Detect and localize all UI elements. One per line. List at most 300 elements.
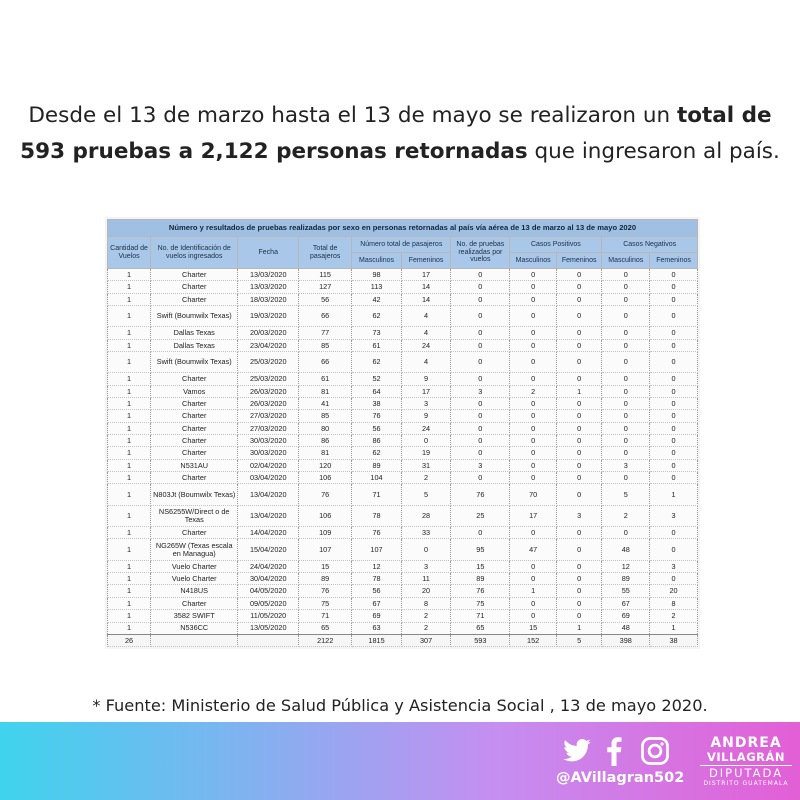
table-cell: 1 — [108, 269, 151, 281]
table-cell: 76 — [451, 585, 510, 597]
table-cell: 14 — [401, 281, 451, 293]
table-cell: 0 — [510, 560, 557, 572]
table-cell: 1 — [108, 585, 151, 597]
header-numero-total: Número total de pasajeros — [352, 237, 451, 253]
table-cell: 11/05/2020 — [238, 610, 299, 622]
table-cell: Swift (Boumwilx Texas) — [151, 352, 238, 373]
table-row — [108, 585, 698, 597]
table-cell: 1 — [108, 373, 151, 385]
social-handle[interactable]: @AVillagran502 — [556, 770, 685, 786]
table-cell: 0 — [556, 597, 601, 609]
table-cell: 67 — [602, 597, 650, 609]
table-row — [108, 410, 698, 422]
table-cell: 47 — [510, 539, 557, 560]
table-cell: 11 — [401, 573, 451, 585]
table-cell: 0 — [451, 410, 510, 422]
table-cell: Dallas Texas — [151, 339, 238, 351]
table-cell: 20/03/2020 — [238, 327, 299, 339]
table-cell: 56 — [352, 422, 402, 434]
totals-row — [108, 635, 698, 647]
header-masculinos: Masculinos — [510, 253, 557, 269]
table-cell: 2 — [401, 472, 451, 484]
headline-part1: Desde el 13 de marzo hasta el 13 de mayo se realizaron un — [28, 103, 677, 128]
table-cell: 8 — [650, 597, 698, 609]
table-cell: 24 — [401, 422, 451, 434]
facebook-icon[interactable] — [604, 736, 624, 766]
table-cell: 0 — [510, 281, 557, 293]
table-cell: 113 — [352, 281, 402, 293]
social-icons — [560, 736, 680, 770]
table-row — [108, 597, 698, 609]
header-masculinos: Masculinos — [352, 253, 402, 269]
table-cell: Charter — [151, 447, 238, 459]
table-cell: 0 — [556, 373, 601, 385]
header-masculinos: Masculinos — [602, 253, 650, 269]
table-cell: 61 — [299, 373, 352, 385]
results-table — [107, 219, 698, 647]
table-cell: 0 — [510, 472, 557, 484]
header-total: Total de pasajeros — [299, 237, 352, 269]
table-cell: 0 — [650, 385, 698, 397]
table-cell: 0 — [510, 597, 557, 609]
table-cell: 2 — [602, 505, 650, 526]
results-table-image — [105, 217, 700, 649]
table-cell: 0 — [510, 373, 557, 385]
table-cell: 26/03/2020 — [238, 398, 299, 410]
table-cell: 30/03/2020 — [238, 435, 299, 447]
header-cantidad: Cantidad de Vuelos — [108, 237, 151, 269]
table-cell: 25 — [451, 505, 510, 526]
table-cell: 0 — [451, 447, 510, 459]
table-cell: 8 — [401, 597, 451, 609]
table-cell: 0 — [451, 398, 510, 410]
table-cell: 0 — [556, 281, 601, 293]
table-cell: N803Jt (Boumwilx Texas) — [151, 484, 238, 505]
table-cell: 1 — [108, 410, 151, 422]
table-cell: 48 — [602, 539, 650, 560]
table-cell: 76 — [352, 527, 402, 539]
table-cell: 1 — [108, 339, 151, 351]
table-cell: Vuelo Charter — [151, 560, 238, 572]
table-cell: 14/04/2020 — [238, 527, 299, 539]
table-cell: 19/03/2020 — [238, 306, 299, 327]
brand-name-last: VILLAGRÁN — [706, 750, 786, 764]
table-row — [108, 560, 698, 572]
table-row — [108, 539, 698, 560]
table-cell: Charter — [151, 398, 238, 410]
table-cell: 0 — [650, 573, 698, 585]
header-negativos: Casos Negativos — [602, 237, 698, 253]
table-cell: 0 — [556, 539, 601, 560]
table-cell: 64 — [352, 385, 402, 397]
table-cell: 0 — [510, 339, 557, 351]
table-cell: 1 — [108, 352, 151, 373]
table-cell: 28 — [401, 505, 451, 526]
table-cell: 42 — [352, 293, 402, 305]
table-cell: 1 — [108, 484, 151, 505]
table-cell: Charter — [151, 281, 238, 293]
brand-district: DISTRITO GUATEMALA — [703, 780, 789, 787]
table-row — [108, 352, 698, 373]
table-cell: 98 — [352, 269, 402, 281]
table-cell: 1 — [108, 293, 151, 305]
table-cell: 20 — [401, 585, 451, 597]
brand-role: DIPUTADA — [700, 765, 792, 780]
table-cell: 13/04/2020 — [238, 505, 299, 526]
table-cell: 0 — [510, 573, 557, 585]
table-cell: 17 — [401, 385, 451, 397]
table-cell: 0 — [510, 306, 557, 327]
table-cell: 0 — [510, 410, 557, 422]
table-cell: 0 — [602, 410, 650, 422]
table-cell: 0 — [650, 327, 698, 339]
table-cell: N536CC — [151, 622, 238, 634]
table-cell: 0 — [451, 422, 510, 434]
table-cell: 12 — [602, 560, 650, 572]
table-cell: 1 — [108, 597, 151, 609]
table-cell: 0 — [556, 339, 601, 351]
table-cell: 71 — [352, 484, 402, 505]
table-row — [108, 306, 698, 327]
table-cell: 1 — [650, 622, 698, 634]
table-cell: 0 — [510, 447, 557, 459]
table-cell: 33 — [401, 527, 451, 539]
table-cell: 0 — [650, 293, 698, 305]
table-cell: 0 — [556, 352, 601, 373]
table-cell: 0 — [556, 527, 601, 539]
table-cell: 81 — [299, 385, 352, 397]
table-cell: 0 — [650, 435, 698, 447]
table-cell: 0 — [451, 281, 510, 293]
table-row — [108, 435, 698, 447]
table-cell: 89 — [299, 573, 352, 585]
table-row — [108, 505, 698, 526]
twitter-icon[interactable] — [560, 736, 594, 766]
table-cell: 09/05/2020 — [238, 597, 299, 609]
table-cell: 0 — [451, 352, 510, 373]
table-cell: 0 — [650, 352, 698, 373]
table-cell: 0 — [556, 435, 601, 447]
brand-name-first: ANDREA — [710, 735, 782, 751]
footer-banner — [0, 722, 800, 800]
table-cell: 89 — [451, 573, 510, 585]
table-cell: 15 — [510, 622, 557, 634]
table-row — [108, 622, 698, 634]
table-cell: 0 — [510, 422, 557, 434]
table-cell: 109 — [299, 527, 352, 539]
table-cell: Charter — [151, 472, 238, 484]
table-cell: 3 — [556, 505, 601, 526]
table-cell: 0 — [602, 293, 650, 305]
table-cell: 0 — [556, 585, 601, 597]
table-cell: 1 — [556, 622, 601, 634]
table-cell: 62 — [352, 306, 402, 327]
table-cell: 15/04/2020 — [238, 539, 299, 560]
table-cell: 30/03/2020 — [238, 447, 299, 459]
table-cell: 0 — [510, 459, 557, 471]
instagram-icon[interactable] — [640, 736, 670, 766]
table-cell: 0 — [556, 327, 601, 339]
table-cell: 1 — [108, 422, 151, 434]
table-cell: 104 — [352, 472, 402, 484]
table-cell: 18/03/2020 — [238, 293, 299, 305]
table-cell: 86 — [352, 435, 402, 447]
table-cell: 0 — [510, 269, 557, 281]
brand-logo — [700, 735, 792, 788]
table-cell: 63 — [352, 622, 402, 634]
table-cell: 1 — [108, 327, 151, 339]
table-cell: 3582 SWIFT — [151, 610, 238, 622]
table-cell: 38 — [352, 398, 402, 410]
header-fecha: Fecha — [238, 237, 299, 269]
table-cell: 56 — [299, 293, 352, 305]
table-cell: 85 — [299, 410, 352, 422]
table-cell: 0 — [451, 306, 510, 327]
table-cell: 2 — [510, 385, 557, 397]
table-cell: 0 — [650, 459, 698, 471]
header-identificacion: No. de Identificación de vuelos ingresados — [151, 237, 238, 269]
table-cell: 55 — [602, 585, 650, 597]
table-cell: 0 — [650, 527, 698, 539]
table-cell: 1 — [108, 527, 151, 539]
table-cell: 0 — [602, 281, 650, 293]
table-cell: 69 — [602, 610, 650, 622]
table-cell: 106 — [299, 472, 352, 484]
table-cell: 75 — [451, 597, 510, 609]
table-row — [108, 459, 698, 471]
table-cell: 69 — [352, 610, 402, 622]
table-cell: 0 — [556, 573, 601, 585]
headline — [20, 98, 780, 170]
table-cell: 106 — [299, 505, 352, 526]
header-femeninos: Femeninos — [401, 253, 451, 269]
table-cell: 85 — [299, 339, 352, 351]
table-cell: 89 — [352, 459, 402, 471]
table-cell: 0 — [602, 435, 650, 447]
table-cell: Charter — [151, 597, 238, 609]
table-cell: 95 — [451, 539, 510, 560]
table-cell: 14 — [401, 293, 451, 305]
totals-cell: 152 — [510, 635, 557, 647]
table-cell: 75 — [299, 597, 352, 609]
table-cell: 0 — [650, 472, 698, 484]
table-cell: Charter — [151, 422, 238, 434]
table-cell: 0 — [650, 422, 698, 434]
table-cell: 23/04/2020 — [238, 339, 299, 351]
table-cell: 62 — [352, 447, 402, 459]
header-femeninos: Femeninos — [650, 253, 698, 269]
table-cell: 1 — [556, 385, 601, 397]
table-cell: 04/05/2020 — [238, 585, 299, 597]
table-cell: 0 — [451, 269, 510, 281]
table-cell: 17 — [401, 269, 451, 281]
table-cell: 78 — [352, 505, 402, 526]
table-cell: 0 — [556, 422, 601, 434]
totals-cell: 398 — [602, 635, 650, 647]
table-cell: 0 — [602, 269, 650, 281]
table-row — [108, 327, 698, 339]
table-cell: 76 — [299, 484, 352, 505]
table-cell: 0 — [556, 306, 601, 327]
table-cell: 3 — [650, 560, 698, 572]
totals-cell: 5 — [556, 635, 601, 647]
table-cell: 52 — [352, 373, 402, 385]
table-cell: 127 — [299, 281, 352, 293]
table-cell: 0 — [451, 373, 510, 385]
table-cell: 0 — [556, 459, 601, 471]
table-cell: 13/03/2020 — [238, 281, 299, 293]
table-cell: 4 — [401, 327, 451, 339]
totals-cell — [238, 635, 299, 647]
totals-cell: 1815 — [352, 635, 402, 647]
table-cell: N531AU — [151, 459, 238, 471]
table-cell: Dallas Texas — [151, 327, 238, 339]
header-femeninos: Femeninos — [556, 253, 601, 269]
table-cell: 0 — [556, 447, 601, 459]
table-cell: 0 — [510, 435, 557, 447]
table-cell: 0 — [650, 398, 698, 410]
table-cell: 66 — [299, 352, 352, 373]
table-cell: 0 — [556, 610, 601, 622]
table-row — [108, 573, 698, 585]
table-cell: 0 — [602, 422, 650, 434]
table-cell: Charter — [151, 435, 238, 447]
table-cell: 3 — [451, 459, 510, 471]
table-cell: 65 — [299, 622, 352, 634]
totals-cell: 307 — [401, 635, 451, 647]
table-cell: 0 — [556, 410, 601, 422]
table-cell: 13/03/2020 — [238, 269, 299, 281]
table-cell: 56 — [352, 585, 402, 597]
table-cell: Swift (Boumwilx Texas) — [151, 306, 238, 327]
table-cell: 9 — [401, 373, 451, 385]
table-cell: 1 — [108, 539, 151, 560]
table-cell: 0 — [510, 527, 557, 539]
table-cell: 61 — [352, 339, 402, 351]
table-cell: 71 — [299, 610, 352, 622]
totals-cell: 38 — [650, 635, 698, 647]
table-cell: 0 — [510, 352, 557, 373]
table-row — [108, 281, 698, 293]
header-pruebas: No. de pruebas realizadas por vuelos — [451, 237, 510, 269]
table-cell: Charter — [151, 410, 238, 422]
table-cell: 25/03/2020 — [238, 352, 299, 373]
table-cell: 0 — [451, 472, 510, 484]
table-row — [108, 385, 698, 397]
table-cell: 76 — [451, 484, 510, 505]
table-cell: 1 — [108, 610, 151, 622]
table-cell: Vamos — [151, 385, 238, 397]
table-cell: 0 — [650, 447, 698, 459]
table-cell: 107 — [352, 539, 402, 560]
table-cell: 0 — [510, 398, 557, 410]
table-cell: NS6255W/Direct o de Texas — [151, 505, 238, 526]
table-cell: 67 — [352, 597, 402, 609]
table-cell: 26/03/2020 — [238, 385, 299, 397]
table-cell: Charter — [151, 527, 238, 539]
table-cell: 76 — [299, 585, 352, 597]
table-cell: 107 — [299, 539, 352, 560]
table-cell: Charter — [151, 293, 238, 305]
table-cell: 24/04/2020 — [238, 560, 299, 572]
table-cell: Charter — [151, 269, 238, 281]
table-cell: 1 — [108, 622, 151, 634]
table-cell: 27/03/2020 — [238, 422, 299, 434]
table-cell: 15 — [451, 560, 510, 572]
table-cell: 1 — [108, 573, 151, 585]
table-cell: 115 — [299, 269, 352, 281]
table-cell: 120 — [299, 459, 352, 471]
table-cell: 1 — [108, 306, 151, 327]
table-cell: 0 — [602, 327, 650, 339]
table-cell: 02/04/2020 — [238, 459, 299, 471]
table-row — [108, 484, 698, 505]
table-cell: NG265W (Texas escala en Managua) — [151, 539, 238, 560]
table-cell: 80 — [299, 422, 352, 434]
table-cell: 0 — [556, 269, 601, 281]
table-cell: 0 — [650, 281, 698, 293]
table-cell: 13/05/2020 — [238, 622, 299, 634]
table-cell: 0 — [650, 410, 698, 422]
table-cell: 62 — [352, 352, 402, 373]
table-cell: 66 — [299, 306, 352, 327]
table-cell: 71 — [451, 610, 510, 622]
table-cell: 0 — [602, 352, 650, 373]
table-cell: 0 — [602, 339, 650, 351]
totals-cell: 26 — [108, 635, 151, 647]
table-cell: 1 — [108, 459, 151, 471]
table-cell: 78 — [352, 573, 402, 585]
table-cell: 1 — [108, 281, 151, 293]
totals-cell: 2122 — [299, 635, 352, 647]
table-row — [108, 373, 698, 385]
table-cell: 3 — [602, 459, 650, 471]
table-row — [108, 398, 698, 410]
table-cell: 76 — [352, 410, 402, 422]
table-cell: 25/03/2020 — [238, 373, 299, 385]
table-cell: 0 — [510, 610, 557, 622]
table-row — [108, 269, 698, 281]
table-cell: 1 — [108, 435, 151, 447]
table-cell: 48 — [602, 622, 650, 634]
table-cell: 1 — [108, 398, 151, 410]
table-cell: 12 — [352, 560, 402, 572]
table-cell: 2 — [401, 622, 451, 634]
table-cell: 0 — [556, 484, 601, 505]
table-cell: 30/04/2020 — [238, 573, 299, 585]
table-cell: 0 — [401, 435, 451, 447]
table-cell: 0 — [602, 527, 650, 539]
table-cell: 0 — [602, 373, 650, 385]
table-cell: 03/04/2020 — [238, 472, 299, 484]
table-cell: 1 — [510, 585, 557, 597]
table-cell: 0 — [650, 539, 698, 560]
table-cell: 1 — [108, 472, 151, 484]
table-cell: 0 — [602, 472, 650, 484]
table-cell: 0 — [451, 435, 510, 447]
table-cell: 17 — [510, 505, 557, 526]
table-cell: 0 — [650, 306, 698, 327]
table-cell: 73 — [352, 327, 402, 339]
table-cell: 2 — [650, 610, 698, 622]
table-row — [108, 472, 698, 484]
table-cell: 24 — [401, 339, 451, 351]
table-cell: 5 — [401, 484, 451, 505]
table-cell: 19 — [401, 447, 451, 459]
table-cell: 0 — [451, 293, 510, 305]
table-cell: 81 — [299, 447, 352, 459]
table-cell: Vuelo Charter — [151, 573, 238, 585]
